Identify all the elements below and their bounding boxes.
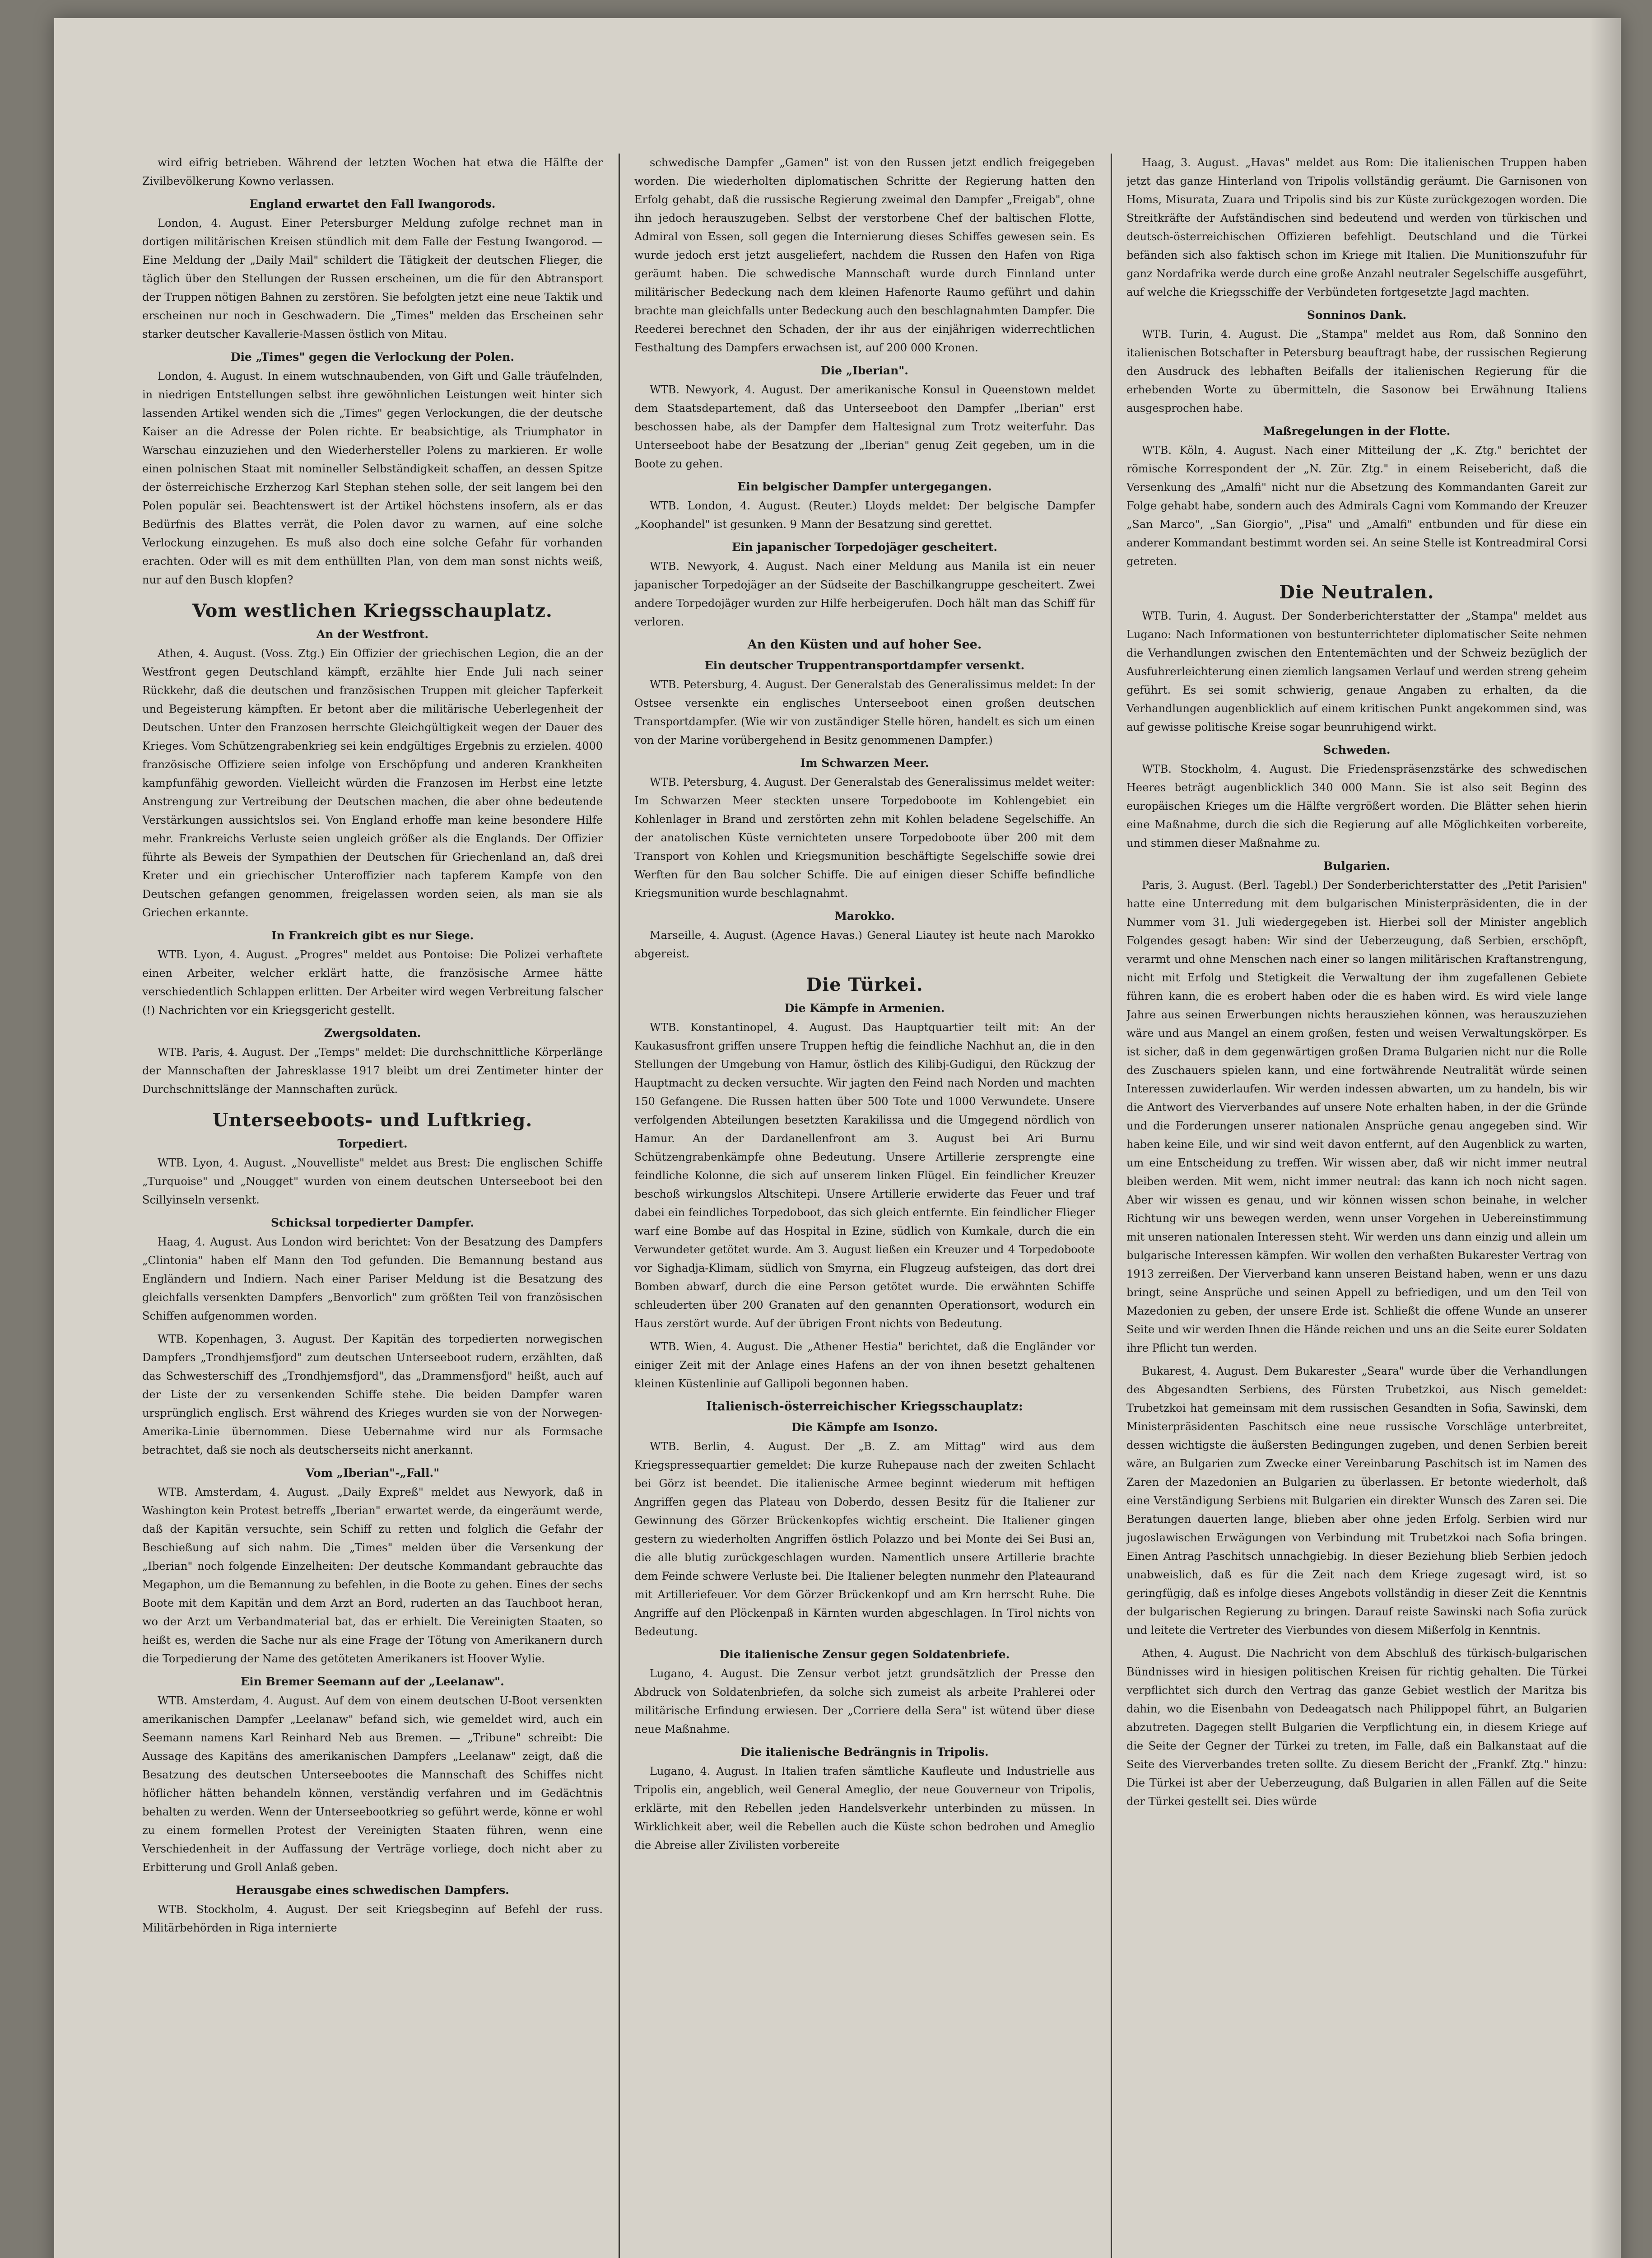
article-paragraph: Bukarest, 4. August. Dem Bukarester „Seara" wurde über die Verhandlungen des Abgesandten Serbiens, des Fürsten Trubetzkoi, aus Nisch gemeldet: Trubetzkoi hat gemeinsam mit dem russischen Gesandten in Sofia, Sawinski, dem Ministerpräsidenten Paschitsch eine neue russische Vorschläge unterbreitet, dessen wichtigste die äußersten Bedingungen zugeben, und denen Serbien bereit wäre, an Bulgarien zum Zwecke einer Vereinbarung Paschitsch ist im Namen des Zaren der Mazedonien an Bulgarien zu überlassen. Er betonte wiederholt, daß eine Verständigung Serbiens mit Bulgarien ein direkter Wunsch des Zaren sei. Die Beratungen dauerten lange, blieben aber ohne jeden Erfolg. Serbien wird nur jugoslawischen Erwägungen von Verbindung mit Trubetzkoi nach Sofia bringen. Einen Antrag Paschitsch unnachgiebig. In dieser Beziehung blieb Serbien jedoch unabweislich, daß es für die Zeit nach dem Kriege zugesagt wird, ist so geringfügig, daß es infolge dieses Angebots vollständig in dieser Zeit die Kenntnis der bulgarischen Regierung zu bringen. Darauf reiste Sawinski nach Sofia zurück und leitete die Vertreter des Vierbundes von diesem Mißerfolg in Kenntnis. <box>1126 1365 1587 1637</box>
article-heading: Die Kämpfe in Armenien. <box>784 1002 945 1015</box>
article-paragraph: London, 4. August. In einem wutschnaubenden, von Gift und Galle träufelnden, in niedrigen Entstellungen selbst ihre gewöhnlichen Leistungen weit hinter sich lassenden Artikel wenden sich die „Times" gegen Verlockungen, die der deutsche Kaiser an die Adresse der Polen richte. Er beabsichtige, als Triumphator in Warschau einzuziehen und den Wiederhersteller Polens zu markieren. Er wolle einen polnischen Staat mit nomineller Selbständigkeit schaffen, an dessen Spitze der österreichische Erzherzog Karl Stephan stehen solle, der seit langem bei den Polen populär sei. Beachtenswert ist der Artikel höchstens insofern, als er das Bedürfnis des Blattes verrät, die Polen davor zu warnen, auf eine solche Verlockung einzugehen. Es muß also doch eine solche Gefahr für vorhanden erachten. Oder will es mit dem enthüllten Plan, von dem man sonst nichts weiß, nur auf den Busch klopfen? <box>142 370 603 586</box>
article-paragraph: Athen, 4. August. Die Nachricht von dem Abschluß des türkisch-bulgarischen Bündnisses wird in hiesigen politischen Kreisen für richtig gehalten. Die Türkei verpflichtet sich durch den Vertrag das ganze Gebiet westlich der Maritza bis dahin, wo die Eisenbahn von Dedeagatsch nach Philippopel führt, an Bulgarien abzutreten. Dagegen stellt Bulgarien die Verpflichtung ein, in diesem Kriege auf die Seite der Gegner der Türkei zu treten, im Falle, daß ein Balkanstaat auf die Seite des Vierverbandes treten sollte. Zu diesem Bericht der „Frankf. Ztg." hinzu: Die Türkei ist aber der Ueberzeugung, daß Bulgarien in allen Fällen auf die Seite der Türkei gestellt sei. Dies würde <box>1126 1647 1587 1808</box>
article-heading: Maßregelungen in der Flotte. <box>1263 425 1451 438</box>
article-paragraph: WTB. Newyork, 4. August. Der amerikanische Konsul in Queenstown meldet dem Staatsdepartement, daß das Unterseeboot den Dampfer „Iberian" erst beschossen habe, als der Dampfer dem Haltesignal zum Trotz weiterfuhr. Das Unterseeboot habe der Besatzung der „Iberian" genug Zeit gegeben, um in die Boote zu gehen. <box>634 383 1095 470</box>
article-paragraph: Lugano, 4. August. In Italien trafen sämtliche Kaufleute und Industrielle aus Tripolis ein, angeblich, weil General Ameglio, der neue Gouverneur von Tripolis, erklärte, mit den Rebellen jeden Handelsverkehr unterbinden zu müssen. In Wirklichkeit aber, weil die Rebellen auch die Küste schon bedrohen und Ameglio die Abreise aller Zivilisten vorbereite <box>634 1765 1095 1852</box>
article-heading: In Frankreich gibt es nur Siege. <box>271 929 474 942</box>
article-paragraph: Marseille, 4. August. (Agence Havas.) General Liautey ist heute nach Marokko abgereist. <box>634 929 1095 960</box>
article-heading: Die „Times" gegen die Verlockung der Polen. <box>230 350 515 364</box>
article-heading: Die Kämpfe am Isonzo. <box>791 1421 938 1434</box>
article-heading: Schicksal torpedierter Dampfer. <box>270 1216 475 1229</box>
article-heading: England erwartet den Fall Iwangorods. <box>249 197 496 210</box>
article-heading: Italienisch-österreichischer Kriegsschauplatz: <box>706 1400 1023 1414</box>
article-heading: Sonninos Dank. <box>1307 308 1407 322</box>
article-paragraph: WTB. Turin, 4. August. Der Sonderberichterstatter der „Stampa" meldet aus Lugano: Nach Informationen von bestunterrichteter diplomatischer Seite nehmen die Verhandlungen zwischen den Ententemächten und der Schweiz bezüglich der Ausfuhrerleichterung einen ziemlich langsamen Verlauf und werden streng geheim geführt. Es sei somit schwierig, genaue Angaben zu erhalten, da die Verhandlungen augenblicklich auf einem kritischen Punkt angekommen sind, was auf gewisse politische Kreise sogar beunruhigend wirkt. <box>1126 610 1587 733</box>
article-paragraph: Paris, 3. August. (Berl. Tagebl.) Der Sonderberichterstatter des „Petit Parisien" hatte eine Unterredung mit dem bulgarischen Ministerpräsidenten, die in der Nummer vom 31. Juli wiedergegeben ist. Hierbei soll der Minister angeblich Folgendes gesagt haben: Wir sind der Ueberzeugung, daß Serbien, erschöpft, verarmt und ohne Menschen nach einer so langen militärischen Kraftanstrengung, nicht mit Erfolg und Stetigkeit die Verwaltung der ihm zugefallenen Gebiete führen kann, die es erobert haben oder die es haben wird. Es wird viele lange Jahre aus seinen Erwerbungen nichts herausziehen können, was herauszuziehen wäre und aus Mangel an einem großen, festen und weisen Verwaltungskörper. Es ist sicher, daß in dem gegenwärtigen großen Drama Bulgarien nicht nur die Rolle des Zuschauers spielen kann, und eine fortwährende Neutralität würde seinen Interessen zuwiderlaufen. Wir werden indessen abwarten, um zu handeln, bis wir die Antwort des Vierverbandes auf unsere Note erhalten haben, in der die Gründe und die Forderungen unserer nationalen Ansprüche genau angegeben sind. Wir haben keine Eile, und wir sind weit davon entfernt, auf den Augenblick zu warten, um eine Entscheidung zu treffen. Wir wissen aber, daß wir nicht immer neutral bleiben werden. Mit wem, nicht immer neutral: das kann ich noch nicht sagen. Aber wir wissen es genau, und wir können wissen schon beinahe, in welcher Richtung wir uns bewegen werden, wenn unser Vorgehen in Uebereinstimmung mit unseren nationalen Interessen steht. Wir werden uns dann einzig und allein um bulgarische Interessen kämpfen. Wir wollen den verhaßten Bukarester Vertrag von 1913 zerreißen. Der Vierverband kann unseren Beistand haben, wenn er uns dazu bringt, seine Ansprüche und seinen Appell zu befriedigen, und um den Teil von Mazedonien zu geben, der unsere Erde ist. Schließt die offene Wunde an unserer Seite und wir werden Ihnen die Hände reichen und uns an die Seite eurer Soldaten ihre Pflicht tun werden. <box>1126 879 1587 1354</box>
column-divider <box>619 154 620 2258</box>
article-heading: Die italienische Bedrängnis in Tripolis. <box>740 1745 989 1759</box>
article-paragraph: schwedische Dampfer „Gamen" ist von den Russen jetzt endlich freigegeben worden. Die wiederholten diplomatischen Schritte der Regierung hatten den Erfolg gehabt, daß die russische Regierung zweimal den Dampfer „Freigab", ohne ihn jedoch herauszugeben. Selbst der verstorbene Chef der baltischen Flotte, Admiral von Essen, soll gegen die Internierung dieses Schiffes gewesen sein. Es wurde jedoch erst jetzt ausgeliefert, nachdem die Russen den Hafen von Riga geräumt haben. Die schwedische Mannschaft wurde durch Finnland unter militärischer Bedeckung nach dem kleinen Hafenorte Raumo geführt und dahin brachte man gleichfalls unter Bedeckung auch den beschlagnahmten Dampfer. Die Reederei berechnet den Schaden, der ihr aus der einjährigen widerrechtlichen Festhaltung des Dampfers erwachsen ist, auf 200 000 Kronen. <box>634 156 1095 354</box>
article-paragraph: WTB. Petersburg, 4. August. Der Generalstab des Generalissimus meldet weiter: Im Schwarzen Meer steckten unsere Torpedoboote im Kohlengebiet ein Kohlenlager in Brand und zerstörten zehn mit Kohlen beladene Segelschiffe. An der anatolischen Küste vernichteten unsere Torpedoboote über 200 mit dem Transport von Kohlen und Kriegsmunition beschäftigte Segelschiffe sowie drei Werften für den Bau solcher Schiffe. Die auf einigen dieser Schiffe befindliche Kriegsmunition wurde beschlagnahmt. <box>634 776 1095 900</box>
article-heading: Ein Bremer Seemann auf der „Leelanaw". <box>241 1675 504 1688</box>
article-paragraph: WTB. Petersburg, 4. August. Der Generalstab des Generalissimus meldet: In der Ostsee versenkte ein englisches Unterseeboot einen großen deutschen Transportdampfer. (Wie wir von zuständiger Stelle hören, handelt es sich um einen von der Marine vorübergehend in Besitz genommenen Dampfer.) <box>634 678 1095 746</box>
section-heading: Unterseeboots- und Luftkrieg. <box>212 1110 533 1131</box>
article-paragraph: London, 4. August. Einer Petersburger Meldung zufolge rechnet man in dortigen militärischen Kreisen stündlich mit dem Falle der Festung Iwangorod. — Eine Meldung der „Daily Mail" schildert die Tätigkeit der deutschen Flieger, die täglich über den Stellungen der Russen erscheinen, um die für den Abtransport der Truppen nötigen Bahnen zu zerstören. Sie befolgten jetzt eine neue Taktik und erscheinen nur noch in Geschwadern. Die „Times" melden das Erscheinen sehr starker deutscher Kavallerie-Massen östlich von Mitau. <box>142 217 603 341</box>
section-heading: Die Türkei. <box>806 974 923 995</box>
article-heading: Ein japanischer Torpedojäger gescheitert. <box>731 541 998 554</box>
article-paragraph: WTB. Köln, 4. August. Nach einer Mitteilung der „K. Ztg." berichtet der römische Korrespondent der „N. Zür. Ztg." in einem Reisebericht, daß die Versenkung des „Amalfi" nicht nur die Absetzung des Kommandanten Gareit zur Folge gehabt habe, sondern auch des Admirals Cagni vom Kommando der Kreuzer „San Marco", „San Giorgio", „Pisa" und „Amalfi" entbunden und für diese ein anderer Kommandant bestimmt worden sei. An seine Stelle ist Kontreadmiral Corsi getreten. <box>1126 444 1587 568</box>
article-heading: Marokko. <box>834 910 895 923</box>
article-paragraph: WTB. Turin, 4. August. Die „Stampa" meldet aus Rom, daß Sonnino den italienischen Botschafter in Petersburg beauftragt habe, der russischen Regierung den Ausdruck des lebhaften Beifalls der italienischen Regierung für die erhebenden Worte zu übermitteln, die Sasonow bei Erwähnung Italiens ausgesprochen habe. <box>1126 328 1587 415</box>
article-paragraph: WTB. Stockholm, 4. August. Der seit Kriegsbeginn auf Befehl der russ. Militärbehörden in Riga internierte <box>142 1903 603 1934</box>
article-paragraph: WTB. Stockholm, 4. August. Die Friedenspräsenzstärke des schwedischen Heeres beträgt augenblicklich 340 000 Mann. Sie ist also seit Beginn des europäischen Krieges um die Hälfte vergrößert worden. Die Blätter sehen hierin eine Maßnahme, durch die sich die Regierung auf alle Möglichkeiten vorbereite, und stimmen dieser Maßnahme zu. <box>1126 763 1587 849</box>
section-heading: Vom westlichen Kriegsschauplatz. <box>192 600 553 621</box>
article-paragraph: WTB. Paris, 4. August. Der „Temps" meldet: Die durchschnittliche Körperlänge der Mannschaften der Jahresklasse 1917 bleibt um drei Zentimeter hinter der Durchschnittslänge der Mannschaften zurück. <box>142 1046 603 1096</box>
article-paragraph: wird eifrig betrieben. Während der letzten Wochen hat etwa die Hälfte der Zivilbevölkerung Kowno verlassen. <box>142 156 603 187</box>
article-heading: Die italienische Zensur gegen Soldatenbriefe. <box>719 1648 1010 1661</box>
article-heading: An den Küsten und auf hoher See. <box>747 638 982 652</box>
column-divider <box>1111 154 1112 2258</box>
column-middle <box>634 154 1095 2258</box>
page-edge-shadow <box>1589 18 1621 2258</box>
newspaper-page <box>54 18 1621 2258</box>
article-heading: Torpediert. <box>337 1137 408 1150</box>
article-heading: Bulgarien. <box>1323 859 1390 872</box>
article-heading: Herausgabe eines schwedischen Dampfers. <box>236 1884 509 1897</box>
article-paragraph: WTB. Lyon, 4. August. „Progres" meldet aus Pontoise: Die Polizei verhaftete einen Arbeiter, welcher erklärt hatte, die französische Armee hätte verschiedentlich Schlappen erlitten. Der Arbeiter wird wegen Verbreitung falscher (!) Nachrichten vor ein Kriegsgericht gestellt. <box>142 948 603 1017</box>
article-heading: An der Westfront. <box>316 628 429 641</box>
article-heading: Die „Iberian". <box>820 364 909 377</box>
article-paragraph: WTB. Konstantinopel, 4. August. Das Hauptquartier teilt mit: An der Kaukasusfront griffen unsere Truppen heftig die feindliche Nachhut an, die in den Stellungen der Umgebung von Hamur, östlich des Kilibj-Gudigui, den Rückzug der Hauptmacht zu decken versuchte. Wir jagten den Feind nach Norden und machten 150 Gefangene. Die Russen hatten über 500 Tote und 1000 Verwundete. Unsere verfolgenden Abteilungen besetzten Karakilissa und die Umgegend nördlich von Hamur. An der Dardanellenfront am 3. August bei Ari Burnu Schützengrabenkämpfe ohne Bedeutung. Unsere Artillerie zersprengte eine feindliche Kolonne, die sich auf unserem linken Flügel. Ein feindlicher Kreuzer beschoß wirkungslos Altschitepi. Unsere Artillerie erwiderte das Feuer und traf dabei ein feindliches Torpedoboot, das sich gleich entfernte. Ein feindlicher Flieger warf eine Bombe auf das Hospital in Ezine, südlich von Kumkale, durch die ein Verwundeter getötet wurde. Am 3. August ließen ein Kreuzer und 4 Torpedoboote vor Sighadja-Klimam, südlich von Smyrna, ein Flugzeug aufsteigen, das dort drei Bomben abwarf, durch die eine Person getötet wurde. Die erwähnten Schiffe schleuderten über 200 Granaten auf den genannten Operationsort, wodurch ein Haus zerstört wurde. Auf der übrigen Front nichts von Bedeutung. <box>634 1021 1095 1330</box>
article-paragraph: Haag, 4. August. Aus London wird berichtet: Von der Besatzung des Dampfers „Clintonia" haben elf Mann den Tod gefunden. Die Bemannung bestand aus Engländern und Indiern. Nach einer Pariser Meldung ist die Besatzung des gleichfalls versenkten Dampfers „Benvorlich" zum größten Teil von französischen Schiffen aufgenommen worden. <box>142 1236 603 1322</box>
section-heading: Die Neutralen. <box>1279 582 1434 603</box>
article-paragraph: WTB. Lyon, 4. August. „Nouvelliste" meldet aus Brest: Die englischen Schiffe „Turquoise" und „Nougget" wurden von einem deutschen Unterseeboot bei den Scillyinseln versenkt. <box>142 1157 603 1206</box>
article-paragraph: WTB. Kopenhagen, 3. August. Der Kapitän des torpedierten norwegischen Dampfers „Trondhjemsfjord" zum deutschen Unterseeboot rudern, erzählten, daß das Schwesterschiff des „Trondhjemsfjord", das „Drammensfjord" heißt, auch auf der Liste der zu versenkenden Schiffe stehe. Die beiden Dampfer waren ursprünglich englisch. Erst während des Krieges wurden sie von der Norwegen-Amerika-Linie übernommen. Diese Uebernahme wird nur als Formsache betrachtet, daß sie noch als deutscherseits nicht anerkannt. <box>142 1333 603 1456</box>
article-heading: Ein belgischer Dampfer untergegangen. <box>737 480 992 493</box>
article-paragraph: WTB. Amsterdam, 4. August. Auf dem von einem deutschen U-Boot versenkten amerikanischen Dampfer „Leelanaw" befand sich, wie gemeldet wird, auch ein Seemann namens Karl Reinhard Neb aus Bremen. — „Tribune" schreibt: Die Aussage des Kapitäns des amerikanischen Dampfers „Leelanaw" zeigt, daß die Besatzung des deutschen Unterseebootes die Mannschaft des Schiffes nicht höflicher hätten behandeln können, verständig verfahren und im Gedächtnis behalten zu werden. Wenn der Unterseebootkrieg so geführt werde, könne er wohl zu einem formellen Protest der Vereinigten Staaten führen, wenn eine Verschiedenheit in der Auffassung der Verträge vorliege, doch nicht aber zu Erbitterung und Groll Anlaß geben. <box>142 1694 603 1874</box>
column-left <box>142 154 603 2258</box>
article-paragraph: WTB. Amsterdam, 4. August. „Daily Expreß" meldet aus Newyork, daß in Washington kein Protest betreffs „Iberian" erwartet werde, da eingeräumt werde, daß der Kapitän versuchte, sein Schiff zu retten und folglich die Gefahr der Beschießung auf sich nahm. Die „Times" melden über die Versenkung der „Iberian" noch folgende Einzelheiten: Der deutsche Kommandant gebrauchte das Megaphon, um die Bemannung zu befehlen, in die Boote zu gehen. Eines der sechs Boote mit dem Kapitän und dem Arzt an Bord, ruderten an das Tauchboot heran, wo der Arzt um Verbandmaterial bat, das er erhielt. Die Vereinigten Staaten, so heißt es, werden die Sache nur als eine Frage der Tötung von Amerikanern durch die Torpedierung der Name des getöteten Amerikaners ist Hoover Wylie. <box>142 1486 603 1665</box>
column-right <box>1126 154 1587 2258</box>
article-paragraph: Haag, 3. August. „Havas" meldet aus Rom: Die italienischen Truppen haben jetzt das ganze Hinterland von Tripolis vollständig geräumt. Die Garnisonen von Homs, Misurata, Zuara und Tripolis sind bis zur Küste zurückgezogen worden. Die Streitkräfte der Aufständischen sind bedeutend und werden von türkischen und deutsch-österreichischen Offizieren befehligt. Deutschland und die Türkei befänden sich also faktisch schon im Kriege mit Italien. Die Munitionszufuhr für ganz Nordafrika werde durch eine große Anzahl neutraler Segelschiffe ausgeführt, auf welche die Kriegsschiffe der Verbündeten fortgesetzte Jagd machten. <box>1126 156 1587 299</box>
article-heading: Im Schwarzen Meer. <box>800 756 929 770</box>
article-heading: Ein deutscher Truppentransportdampfer versenkt. <box>704 659 1025 672</box>
article-paragraph: WTB. London, 4. August. (Reuter.) Lloyds meldet: Der belgische Dampfer „Koophandel" ist gesunken. 9 Mann der Besatzung sind gerettet. <box>634 499 1095 531</box>
article-paragraph: WTB. Newyork, 4. August. Nach einer Meldung aus Manila ist ein neuer japanischer Torpedojäger an der Südseite der Baschilkangruppe gescheitert. Zwei andere Torpedojäger wurden zur Hilfe herbeigerufen. Doch hält man das Schiff für verloren. <box>634 560 1095 628</box>
article-paragraph: Athen, 4. August. (Voss. Ztg.) Ein Offizier der griechischen Legion, die an der Westfront gegen Deutschland kämpft, erzählte hier Ende Juli nach seiner Rückkehr, daß die deutschen und französischen Truppen mit gleicher Tapferkeit und Begeisterung kämpften. Er betont aber die militärische Ueberlegenheit der Deutschen. Unter den Franzosen herrschte Gleichgültigkeit wegen der Dauer des Krieges. Vom Schützengrabenkrieg sei kein endgültiges Ergebnis zu erzielen. 4000 französische Offiziere seien infolge von Erschöpfung und anderen Krankheiten kampfunfähig geworden. Vielleicht würden die Franzosen im Herbst eine letzte Anstrengung zur Vertreibung der Deutschen machen, die aber ohne bedeutende Verstärkungen aussichtslos sei. Von England erhoffe man keine besondere Hilfe mehr. Frankreichs Verluste seien ungleich größer als die Englands. Der Offizier führte als Beweis der Sympathien der Deutschen für Griechenland an, daß drei Kreter und ein griechischer Unteroffizier nach tapferem Kampfe von den Deutschen gefangen genommen, freigelassen worden seien, als man sie als Griechen erkannte. <box>142 647 603 919</box>
article-heading: Schweden. <box>1323 743 1391 756</box>
article-paragraph: WTB. Berlin, 4. August. Der „B. Z. am Mittag" wird aus dem Kriegspressequartier gemeldet: Die kurze Ruhepause nach der zweiten Schlacht bei Görz ist beendet. Die italienische Armee beginnt wiederum mit heftigen Angriffen gegen das Plateau von Doberdo, dessen Besitz für die Italiener zur Gewinnung des Görzer Brückenkopfes wichtig erscheint. Die Italiener gingen gestern zu wiederholten Angriffen östlich Polazzo und bei Monte dei Sei Busi an, die alle blutig zurückgeschlagen wurden. Namentlich unsere Artillerie brachte dem Feinde schwere Verluste bei. Die Italiener belegten nunmehr den Plateaurand mit Artilleriefeuer. Vor dem Görzer Brückenkopf und am Krn herrscht Ruhe. Die Angriffe auf den Plöckenpaß in Kärnten wurden abgeschlagen. In Tirol nichts von Bedeutung. <box>634 1440 1095 1638</box>
article-heading: Zwergsoldaten. <box>324 1026 421 1040</box>
article-paragraph: WTB. Wien, 4. August. Die „Athener Hestia" berichtet, daß die Engländer vor einiger Zeit mit der Anlage eines Hafens an der von ihnen besetzt gehaltenen kleinen Küstenlinie auf Gallipoli begonnen haben. <box>634 1340 1095 1390</box>
article-paragraph: Lugano, 4. August. Die Zensur verbot jetzt grundsätzlich der Presse den Abdruck von Soldatenbriefen, da solche sich zumeist als arbeite Prahlerei oder militärische Erfindung erwiesen. Der „Corriere della Sera" ist wütend über diese neue Maßnahme. <box>634 1667 1095 1735</box>
article-heading: Vom „Iberian"-„Fall." <box>305 1466 440 1479</box>
